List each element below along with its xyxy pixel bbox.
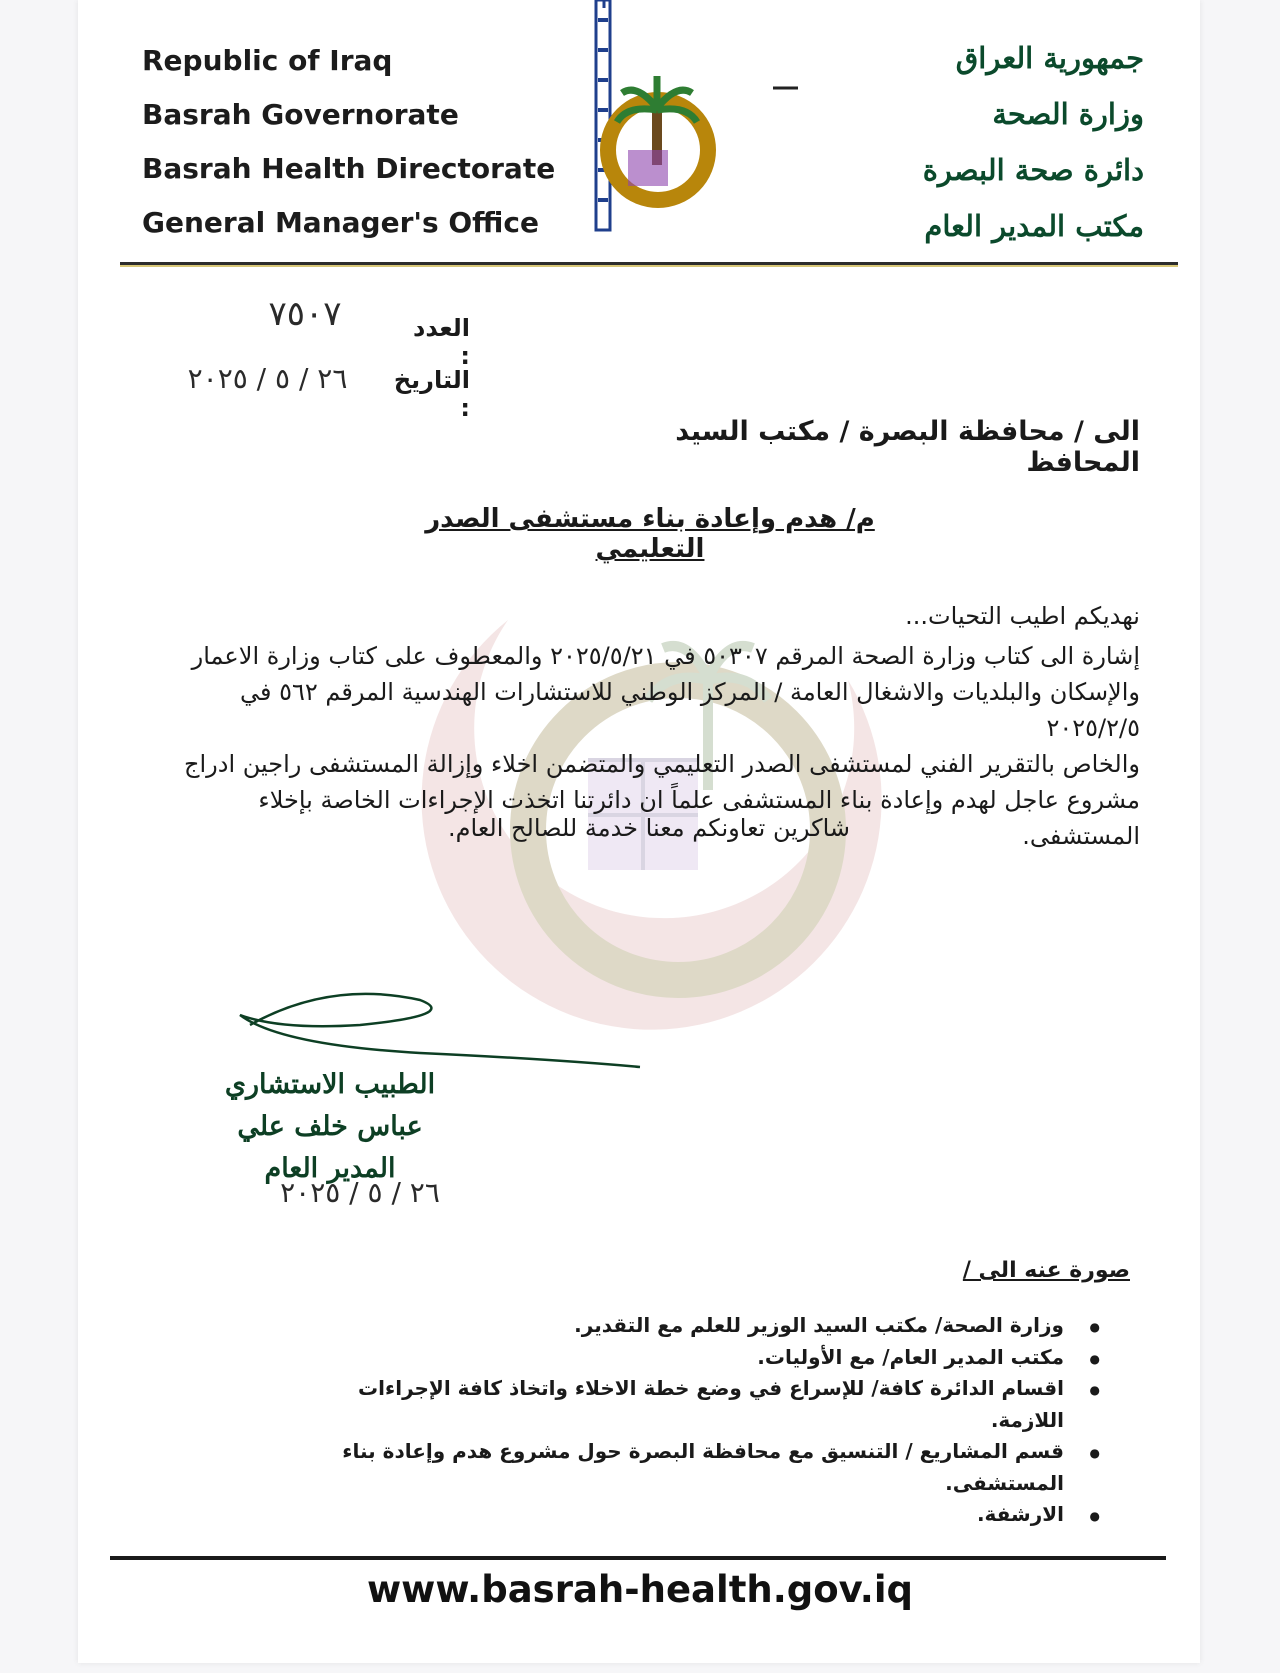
copies-heading: صورة عنه الى / [962,1258,1130,1283]
header-divider [120,262,1178,267]
list-item: ● وزارة الصحة/ مكتب السيد الوزير للعلم مع التقدير. [300,1310,1100,1342]
arabic-header [884,30,1144,254]
signature-date: ٢٦ / ٥ / ٢٠٢٥ [280,1176,440,1209]
addressee: الى / محافظة البصرة / مكتب السيد المحافظ [675,416,1140,478]
date-label: التاريخ : [393,366,470,422]
closing-line: شاكرين تعاونكم معنا خدمة للصالح العام. [448,814,850,842]
list-item: ● مكتب المدير العام/ مع الأوليات. [300,1342,1100,1374]
footer-divider [110,1556,1166,1560]
header-office: General Manager's Office [142,206,539,239]
body-line: مشروع عاجل لهدم وإعادة بناء المستشفى علماً ان دائرتنا اتخذت الإجراءات الخاصة بإخلاء المستشفى. [258,786,1140,850]
body-line: والخاص بالتقرير الفني لمستشفى الصدر التعليمي والمتضمن اخلاء وإزالة المستشفى راجين ادراج [184,750,1140,778]
header-ministry-ar: وزارة الصحة [992,97,1144,131]
website-link[interactable]: www.basrah-health.gov.iq [366,1568,914,1611]
signatory-name: عباس خلف علي [237,1111,423,1142]
number-value: ٧٥٠٧ [268,294,342,334]
greeting: نهديكم اطيب التحيات... [905,602,1140,630]
header-country-ar: جمهورية العراق [955,41,1144,75]
list-item: ● الارشفة. [300,1499,1100,1531]
header-directorate-ar: دائرة صحة البصرة [922,153,1144,187]
directorate-logo-icon [548,0,798,245]
signatory-position: المدير العام [264,1153,396,1184]
number-label: العدد : [413,314,470,370]
header-directorate: Basrah Health Directorate [142,152,556,185]
body-line: والإسكان والبلديات والاشغال العامة / المركز الوطني للاستشارات الهندسية المرقم ٥٦٢ في ٢٠٢٥/٢/٥ [239,678,1140,742]
signatory-title: الطبيب الاستشاري [224,1069,436,1100]
copies-list [300,1310,1100,1531]
list-item: ● اقسام الدائرة كافة/ للإسراع في وضع خطة الاخلاء واتخاذ كافة الإجراءات اللازمة. [300,1373,1100,1436]
english-header [142,34,555,250]
signature-scribble-icon [220,985,650,1070]
header-office-ar: مكتب المدير العام [924,209,1144,243]
subject: م/ هدم وإعادة بناء مستشفى الصدر التعليمي [425,504,875,564]
header-governorate: Basrah Governorate [142,98,459,131]
body-line: إشارة الى كتاب وزارة الصحة المرقم ٥٠٣٠٧ في ٢٠٢٥/٥/٢١ والمعطوف على كتاب وزارة الاعمار [191,642,1140,670]
header-country: Republic of Iraq [142,44,393,77]
signature-block [200,1064,460,1190]
list-item: ● قسم المشاريع / التنسيق مع محافظة البصرة حول مشروع هدم وإعادة بناء المستشفى. [300,1436,1100,1499]
date-value: ٢٦ / ٥ / ٢٠٢٥ [187,362,348,395]
